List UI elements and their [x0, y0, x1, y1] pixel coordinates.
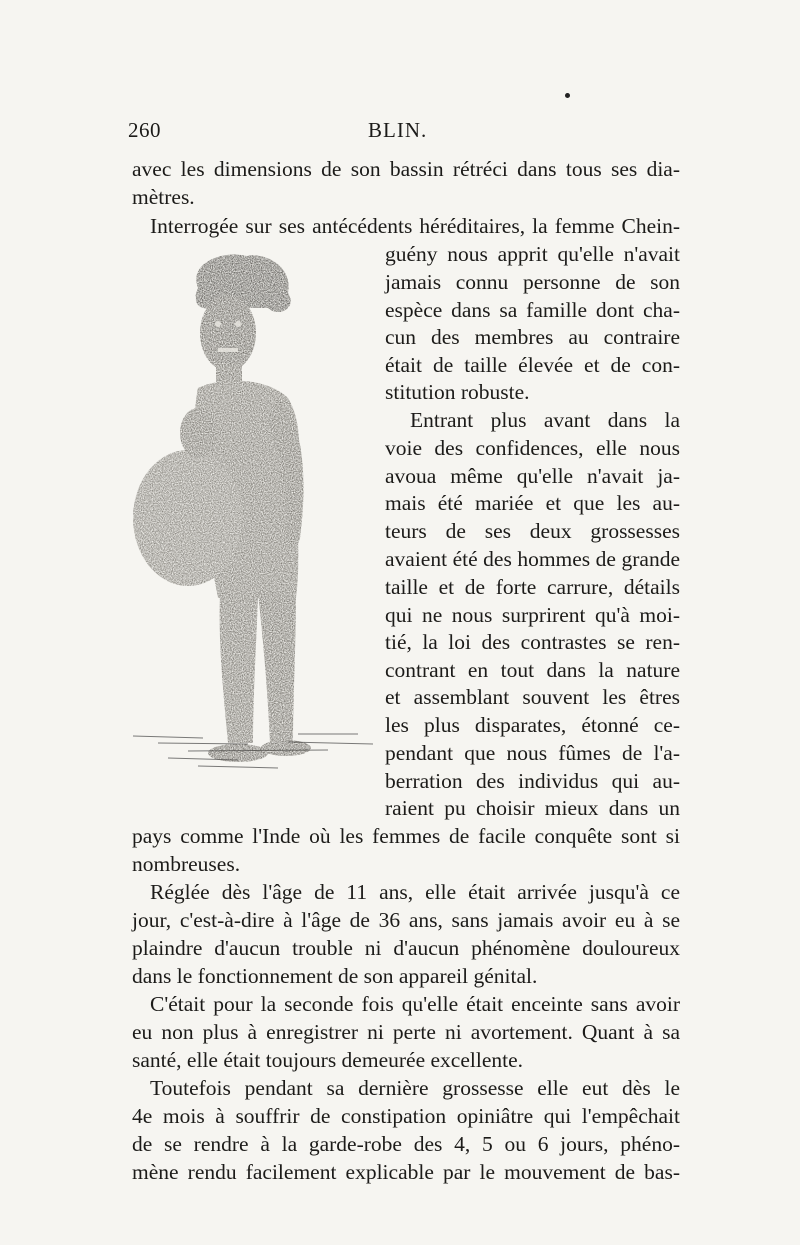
- text-line: C'était pour la seconde fois qu'elle était enceinte sans avoir: [150, 992, 680, 1016]
- text-line: de se rendre à la garde-robe des 4, 5 ou 6 jours, phéno-: [132, 1132, 680, 1156]
- text-line: santé, elle était toujours demeurée excellente.: [132, 1048, 523, 1072]
- text-line: pays comme l'Inde où les femmes de facile conquête sont si: [132, 824, 680, 848]
- text-line: avec les dimensions de son bassin rétréci dans tous ses dia-: [132, 157, 680, 181]
- text-line: les plus disparates, étonné ce-: [385, 713, 680, 737]
- text-line: berration des individus qui au-: [385, 769, 680, 793]
- text-line: stitution robuste.: [385, 380, 530, 404]
- text-line: Interrogée sur ses antécédents héréditaires, la femme Chein-: [150, 214, 680, 238]
- text-line: et assemblant souvent les êtres: [385, 685, 680, 709]
- text-line: 4e mois à souffrir de constipation opiniâtre qui l'empêchait: [132, 1104, 680, 1128]
- text-line: Entrant plus avant dans la: [410, 408, 680, 432]
- text-line: pendant que nous fûmes de l'a-: [385, 741, 680, 765]
- text-line: teurs de ses deux grossesses: [385, 519, 680, 543]
- text-line: jamais connu personne de son: [385, 270, 680, 294]
- text-line: mène rendu facilement explicable par le mouvement de bas-: [132, 1160, 680, 1184]
- text-line: espèce dans sa famille dont cha-: [385, 298, 680, 322]
- text-line: dans le fonctionnement de son appareil génital.: [132, 964, 538, 988]
- text-line: plaindre d'aucun trouble ni d'aucun phénomène douloureux: [132, 936, 680, 960]
- text-line: contrant en tout dans la nature: [385, 658, 680, 682]
- text-line: avaient été des hommes de grande: [385, 547, 680, 571]
- ink-speck: [565, 93, 570, 98]
- text-line: avoua même qu'elle n'avait ja-: [385, 464, 680, 488]
- text-line: qui ne nous surprirent qu'à moi-: [385, 603, 680, 627]
- text-line: guény nous apprit qu'elle n'avait: [385, 242, 680, 266]
- text-line: raient pu choisir mieux dans un: [385, 796, 680, 820]
- page-number: 260: [128, 118, 161, 142]
- text-line: était de taille élevée et de con-: [385, 353, 680, 377]
- text-line: mètres.: [132, 185, 195, 209]
- text-line: Réglée dès l'âge de 11 ans, elle était arrivée jusqu'à ce: [150, 880, 680, 904]
- text-line: taille et de forte carrure, détails: [385, 575, 680, 599]
- text-line: eu non plus à enregistrer ni perte ni avortement. Quant à sa: [132, 1020, 680, 1044]
- text-line: tié, la loi des contrastes se ren-: [385, 630, 680, 654]
- running-head: BLIN.: [368, 118, 428, 142]
- text-line: cun des membres au contraire: [385, 325, 680, 349]
- text-line: mais été mariée et que les au-: [385, 491, 680, 515]
- text-line: jour, c'est-à-dire à l'âge de 36 ans, sans jamais avoir eu à se: [132, 908, 680, 932]
- page-header: [128, 118, 680, 148]
- text-line: Toutefois pendant sa dernière grossesse elle eut dès le: [150, 1076, 680, 1100]
- text-line: nombreuses.: [132, 852, 241, 876]
- text-line: voie des confidences, elle nous: [385, 436, 680, 460]
- pregnant-woman-figure-illustration: [128, 248, 383, 788]
